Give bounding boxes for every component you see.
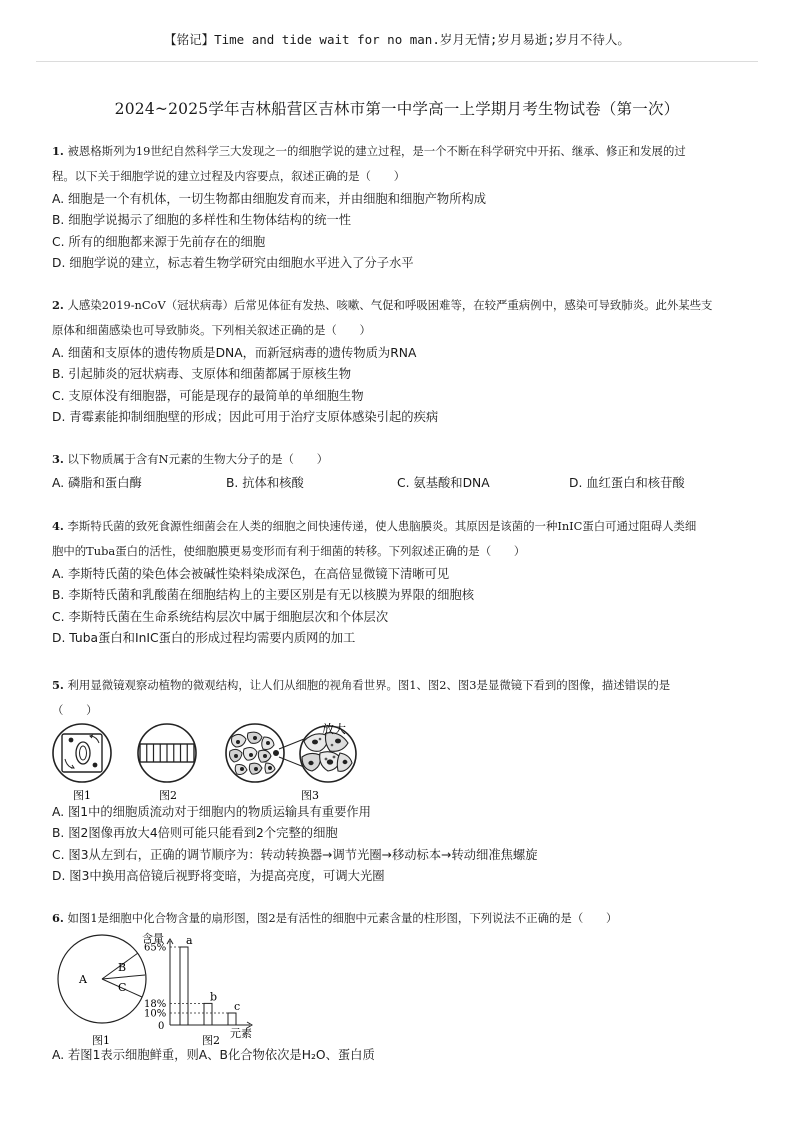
tick-label: 65%: [144, 942, 167, 954]
figure-3-low-power: [226, 724, 284, 782]
option-b: B. 抗体和核酸: [226, 476, 304, 490]
element-bar-chart: [167, 934, 252, 1028]
page-title: 2024~2025学年吉林船营区吉林市第一中学高一上学期月考生物试卷（第一次）: [114, 100, 680, 118]
figure-1-moving-cytoplasm: [53, 724, 111, 782]
bar-label: b: [210, 990, 218, 1004]
header-motto: 【铭记】Time and tide wait for no man.岁月无情;岁月易逝;岁月不待人。: [164, 32, 630, 47]
pie-label-a: A: [79, 973, 87, 986]
option-d: D. 图3中换用高倍镜后视野将变暗，为提高亮度，可调大光圈: [52, 868, 385, 883]
bar-b: [204, 1003, 212, 1025]
pie-label-c: C: [118, 981, 127, 994]
option-d: D. 细胞学说的建立，标志着生物学研究由细胞水平进入了分子水平: [52, 255, 414, 270]
option-a: A. 细胞是一个有机体，一切生物都由细胞发育而来，并由细胞和细胞产物所构成: [52, 192, 487, 206]
compound-element-figure: [52, 931, 752, 1047]
option-c: C. 氨基酸和DNA: [397, 476, 490, 490]
pie-label-b: B: [118, 961, 127, 974]
figure-2-cell-row: [138, 724, 196, 782]
option-a: A. 李斯特氏菌的染色体会被碱性染料染成深色，在高倍显微镜下清晰可见: [52, 567, 450, 581]
y-axis-label: 含量: [142, 932, 164, 945]
question-stem: 4. 李斯特氏菌的致死食源性细菌会在人类的细胞之间快速传递，使人患脑膜炎。其原因是该菌的一种InIC蛋白可通过阻碍人类细 胞中的Tuba蛋白的活性，使细胞膜更易变形而有利于细菌的转移。下列叙述正确的是（ ）: [52, 519, 697, 558]
option-c: C. 李斯特氏菌在生命系统结构层次中属于细胞层次和个体层次: [52, 609, 389, 624]
question-4: [52, 514, 752, 649]
figure-label-1: 图1: [92, 1034, 110, 1047]
question-6: [52, 906, 752, 1066]
zoom-label: 放大: [322, 723, 347, 736]
question-stem: 1. 被恩格斯列为19世纪自然科学三大发现之一的细胞学说的建立过程，是一个不断在科学研究中开拓、继承、修正和发展的过 程。以下关于细胞学说的建立过程及内容要点，叙述正确的是（ ）: [52, 144, 686, 183]
option-d: D. Tuba蛋白和InIC蛋白的形成过程均需要内质网的加工: [52, 630, 356, 645]
question-3: [52, 447, 752, 494]
bar-c: [228, 1013, 236, 1025]
option-c: C. 支原体没有细胞器，可能是现存的最简单的单细胞生物: [52, 388, 364, 403]
option-a: A. 磷脂和蛋白酶: [52, 476, 142, 490]
option-d: D. 青霉素能抑制细胞壁的形成；因此可用于治疗支原体感染引起的疾病: [52, 409, 439, 424]
option-a: A. 细菌和支原体的遗传物质是DNA，而新冠病毒的遗传物质为RNA: [52, 346, 417, 360]
figure-label-2: 图2: [202, 1034, 220, 1047]
question-stem: 5. 利用显微镜观察动植物的微观结构，让人们从细胞的视角看世界。图1、图2、图3是显微镜下看到的图像，描述错误的是 （ ）: [52, 678, 671, 717]
option-d: D. 血红蛋白和核苷酸: [569, 476, 685, 490]
option-c: C. 图3从左到右，正确的调节顺序为：转动转换器→调节光圈→移动标本→转动细准焦螺旋: [52, 847, 538, 862]
figure-label-2: 图2: [159, 789, 177, 802]
x-axis-label: 元素: [230, 1027, 252, 1040]
option-b: B. 李斯特氏菌和乳酸菌在细胞结构上的主要区别是有无以核膜为界限的细胞核: [52, 588, 475, 603]
tick-label: 0: [158, 1021, 165, 1032]
option-b: B. 图2图像再放大4倍则可能只能看到2个完整的细胞: [52, 826, 338, 841]
figure-label-1: 图1: [73, 789, 91, 802]
compound-pie-chart: [58, 935, 146, 1023]
figure-label-3: 图3: [301, 789, 319, 802]
tick-label: 10%: [144, 1008, 167, 1020]
microscope-figure: [52, 723, 752, 802]
option-b: B. 细胞学说揭示了细胞的多样性和生物体结构的统一性: [52, 213, 352, 228]
option-c: C. 所有的细胞都来源于先前存在的细胞: [52, 234, 266, 249]
compound-element-figure-svg: [52, 931, 292, 1047]
bar-label: a: [186, 934, 193, 947]
option-a: A. 若图1表示细胞鲜重，则A、B化合物依次是H₂O、蛋白质: [52, 1048, 375, 1062]
option-b: B. 引起肺炎的冠状病毒、支原体和细菌都属于原核生物: [52, 367, 352, 382]
tick-label: 18%: [144, 998, 167, 1010]
question-1: [52, 139, 752, 274]
option-a: A. 图1中的细胞质流动对于细胞内的物质运输具有重要作用: [52, 805, 371, 819]
question-stem: 3. 以下物质属于含有N元素的生物大分子的是（ ）: [52, 452, 329, 466]
microscope-figure-svg: [52, 723, 382, 802]
question-stem: 6. 如图1是细胞中化合物含量的扇形图，图2是有活性的细胞中元素含量的柱形图，下列说法不正确的是（ ）: [52, 911, 618, 925]
question-5: [52, 673, 752, 887]
header-divider: [36, 61, 758, 62]
question-stem: 2. 人感染2019-nCoV（冠状病毒）后常见体征有发热、咳嗽、气促和呼吸困难等，在较严重病例中，感染可导致肺炎。此外某些支 原体和细菌感染也可导致肺炎。下列相关叙述正确的是（ ）: [52, 298, 713, 337]
question-2: [52, 293, 752, 428]
bar-label: c: [234, 1000, 241, 1013]
